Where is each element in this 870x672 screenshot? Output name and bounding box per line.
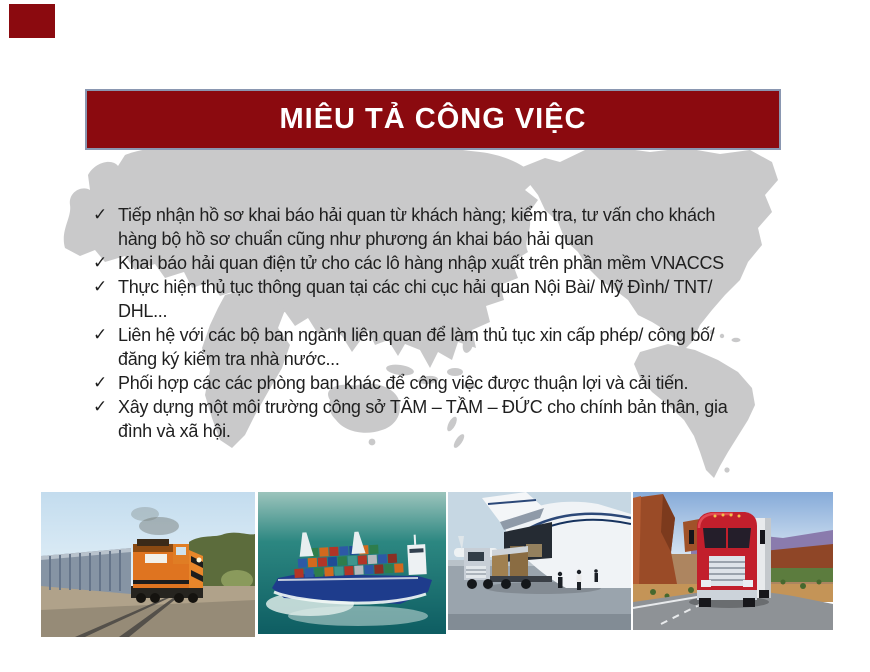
bullet-text-line: DHL... — [118, 301, 168, 321]
checkmark-icon: ✓ — [93, 373, 108, 393]
bullet-text — [118, 251, 724, 275]
checkmark-icon: ✓ — [93, 253, 108, 273]
bullet-text-line: Xây dựng một môi trường công sở TÂM – TẦM – ĐỨC cho chính bản thân, gia — [118, 397, 728, 417]
bullet-item — [93, 251, 793, 275]
bullet-item — [93, 203, 793, 251]
bullet-text-line: Liên hệ với các bộ ban ngành liên quan để làm thủ tục xin cấp phép/ công bố/ — [118, 325, 715, 345]
page-title: MIÊU TẢ CÔNG VIỆC — [279, 103, 587, 135]
bullet-item — [93, 395, 793, 443]
container-ship-photo — [258, 492, 446, 634]
red-truck-photo — [633, 492, 833, 630]
bullet-text-line: Thực hiện thủ tục thông quan tại các chi cục hải quan Nội Bài/ Mỹ Đình/ TNT/ — [118, 277, 713, 297]
checkmark-icon: ✓ — [93, 205, 108, 225]
bullet-text-line: Phối hợp các các phòng ban khác để công việc được thuận lợi và cải tiến. — [118, 373, 689, 393]
bullet-text-line: hàng bộ hồ sơ chuẩn cũng như phương án khai báo hải quan — [118, 229, 594, 249]
bullet-item — [93, 323, 793, 371]
freight-train-photo — [41, 492, 255, 637]
bullet-text — [118, 203, 715, 251]
bullet-text — [118, 275, 712, 323]
bullet-item — [93, 275, 793, 323]
checkmark-icon: ✓ — [93, 325, 108, 345]
bullet-item — [93, 371, 793, 395]
bullet-text-line: Khai báo hải quan điện tử cho các lô hàng nhập xuất trên phần mềm VNACCS — [118, 253, 724, 273]
checkmark-icon: ✓ — [93, 277, 108, 297]
checkmark-icon: ✓ — [93, 397, 108, 417]
bullet-text-line: đình và xã hội. — [118, 421, 231, 441]
bullet-list — [93, 203, 793, 443]
bullet-text — [118, 395, 727, 443]
title-banner — [85, 89, 781, 150]
cargo-plane-photo — [448, 492, 631, 630]
bullet-text-line: đăng ký kiểm tra nhà nước... — [118, 349, 340, 369]
bullet-text — [118, 371, 688, 395]
bullet-text — [118, 323, 714, 371]
bullet-text-line: Tiếp nhận hồ sơ khai báo hải quan từ khách hàng; kiểm tra, tư vấn cho khách — [118, 205, 716, 225]
